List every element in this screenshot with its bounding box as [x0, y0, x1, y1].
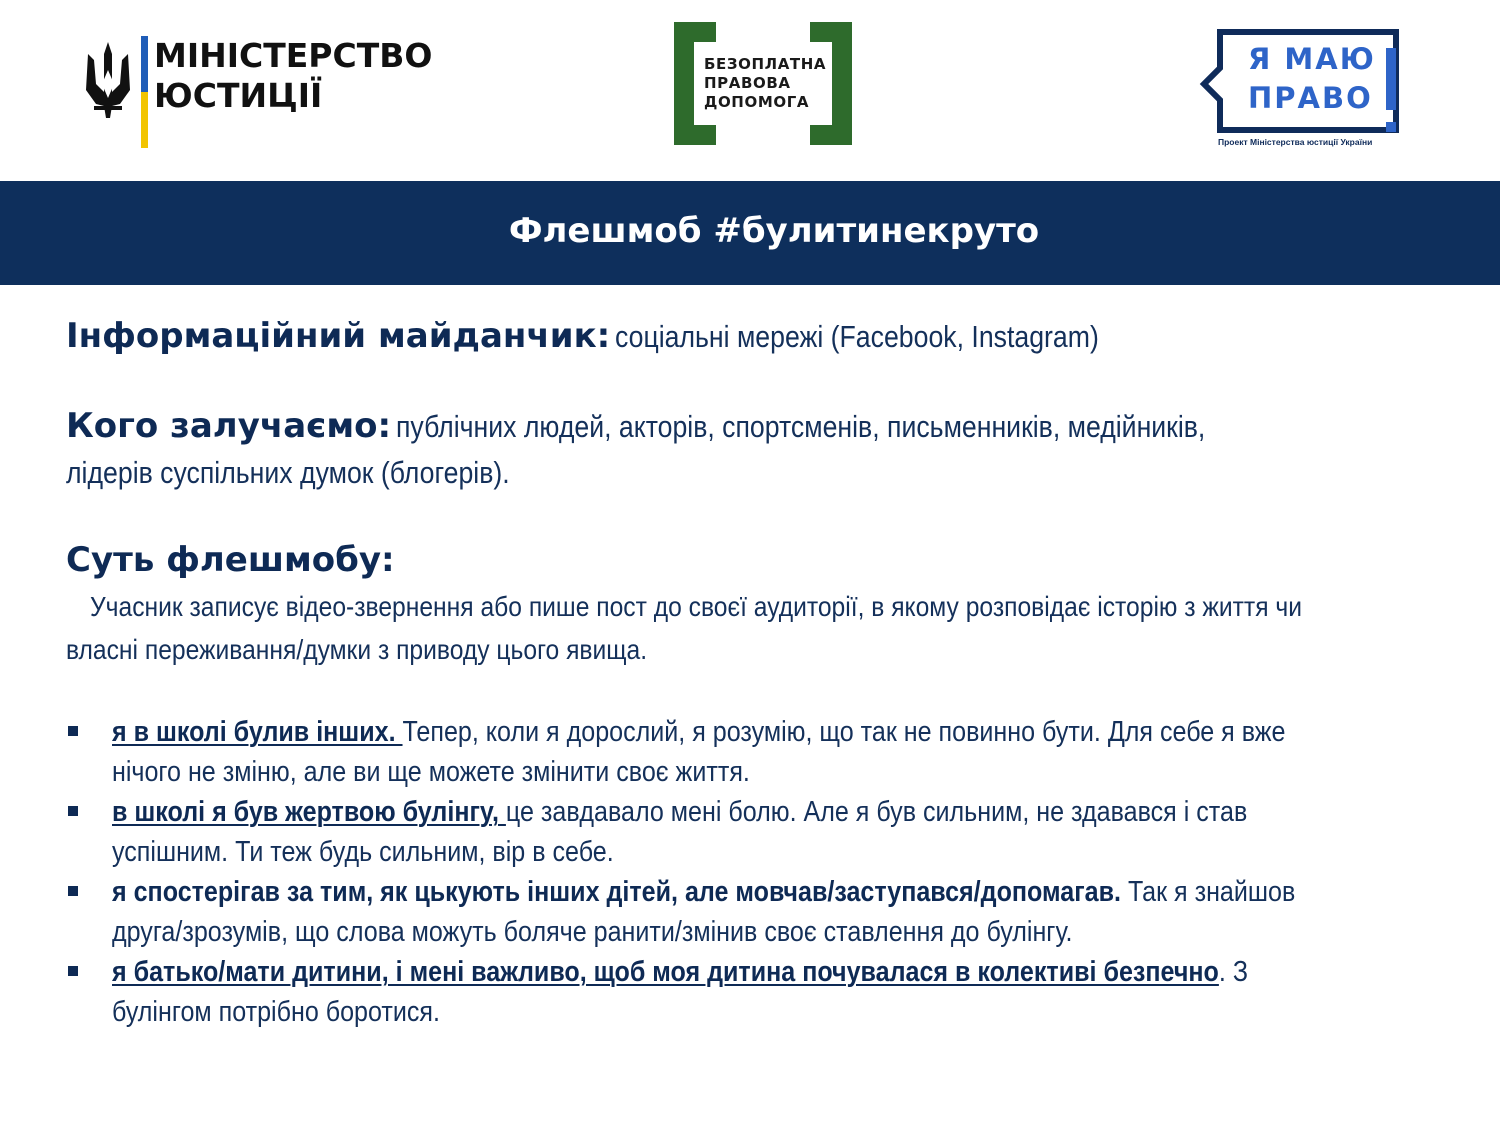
example-2-bold: в школі я був жертвою булінгу, [112, 796, 506, 828]
right-logo-line-1: Я МАЮ [1248, 42, 1376, 76]
example-4-line-2: булінгом потрібно боротися. [112, 996, 440, 1028]
ministry-of-justice-logo [84, 36, 433, 148]
example-3-line-2: друга/зрозумів, що слова можуть боляче ранити/змінив своє ставлення до булінгу. [112, 916, 1073, 948]
example-1-bold: я в школі булив інших. [112, 716, 403, 748]
essence-line-1: Учасник записує відео-звернення або пише пост до своєї аудиторії, в якому розповідає історію з життя чи [90, 591, 1302, 622]
ukraine-flag-stripe [141, 36, 148, 148]
legal-aid-line-3: ДОПОМОГА [704, 93, 810, 111]
essence-line-2-row [66, 634, 726, 666]
list-item [66, 952, 1466, 1032]
audience-label: Кого залучаємо: [66, 406, 392, 446]
essence-line-1-row [90, 591, 1467, 623]
ministry-line-2: ЮСТИЦІЇ [154, 76, 323, 115]
essence-heading-row [66, 540, 395, 580]
example-1-rest: Тепер, коли я дорослий, я розумію, що так не повинно бути. Для себе я вже [402, 716, 1286, 748]
i-have-right-logo [1198, 28, 1404, 152]
platform-text: соціальні мережі (Facebook, Instagram) [614, 319, 1099, 354]
page-title: Флешмоб #булитинекруто [508, 211, 1040, 251]
list-item [66, 712, 1466, 792]
platform-label: Інформаційний майданчик: [66, 316, 611, 356]
bullet-square-icon [68, 726, 78, 736]
example-2-rest: це завдавало мені болю. Але я був сильним, не здавався і став [505, 796, 1248, 828]
audience-text-line-2: лідерів суспільних думок (блогерів). [66, 455, 510, 490]
list-item [66, 872, 1466, 952]
legal-aid-line-2: ПРАВОВА [704, 74, 791, 92]
legal-aid-line-1: БЕЗОПЛАТНА [704, 55, 827, 73]
examples-list [66, 712, 1466, 1032]
essence-line-2: власні переживання/думки з приводу цього явища. [66, 634, 648, 665]
example-1-line-2: нічого не зміню, але ви ще можете змінити своє життя. [112, 756, 750, 788]
audience-row-2 [66, 455, 582, 491]
example-4-bold: я батько/мати дитини, і мені важливо, щоб моя дитина почувалася в колективі безпечно [112, 956, 1219, 988]
right-logo-line-2: ПРАВО [1248, 81, 1373, 115]
ministry-line-1: МІНІСТЕРСТВО [154, 36, 433, 75]
example-3-bold: я спостерігав за тим, як цькують інших дітей, але мовчав/заступався/допомагав. [112, 876, 1121, 908]
bullet-square-icon [68, 806, 78, 816]
free-legal-aid-logo [674, 22, 852, 145]
ministry-name [154, 36, 432, 116]
essence-label: Суть флешмобу: [66, 540, 395, 580]
example-4-rest: . З [1218, 956, 1248, 988]
example-3-rest: Так я знайшов [1120, 876, 1296, 908]
title-band [0, 181, 1500, 285]
platform-row [66, 316, 1177, 356]
trident-emblem-icon [84, 40, 132, 120]
audience-row [66, 406, 1337, 446]
right-logo-caption: Проект Міністерства юстиції України [1218, 137, 1373, 147]
bullet-square-icon [68, 966, 78, 976]
audience-text-line-1: публічних людей, акторів, спортсменів, письменників, медійників, [395, 409, 1205, 444]
bullet-square-icon [68, 886, 78, 896]
list-item [66, 792, 1466, 872]
example-2-line-2: успішним. Ти теж будь сильним, вір в себе. [112, 836, 614, 868]
